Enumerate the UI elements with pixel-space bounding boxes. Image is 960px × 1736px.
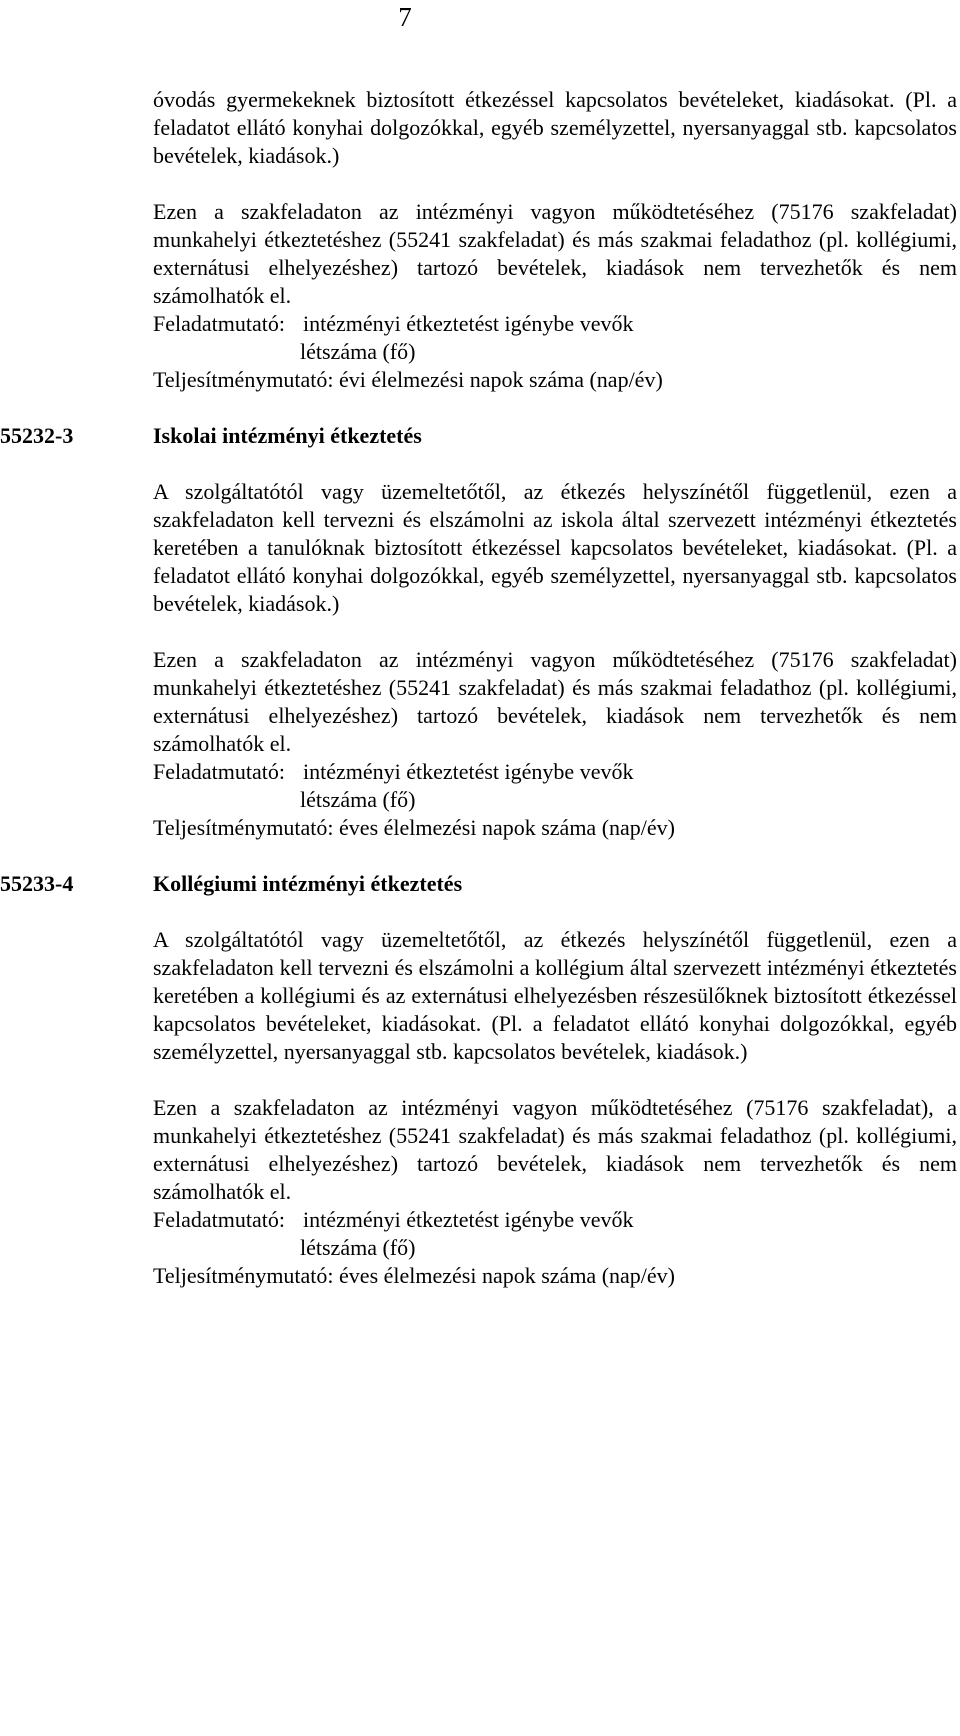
feladatmutato-value: intézményi étkeztetést igénybe vevők	[302, 311, 634, 336]
section-code: 55233-4	[0, 871, 74, 896]
section-teljesitmenymutato: Teljesítménymutató: éves élelmezési napok száma (nap/év)	[153, 815, 675, 840]
section-feladatmutato-continuation: létszáma (fő)	[300, 787, 416, 812]
section-feladatmutato	[153, 1206, 957, 1234]
intro-feladatmutato	[153, 310, 957, 338]
section-description: A szolgáltatótól vagy üzemeltetőtől, az étkezés helyszínétől függetlenül, ezen a szakfeladaton kell tervezni és elszámolni a kollégium által szervezett intézményi étkeztetés keretében a kollégiumi és az externátusi elhelyezésben részesülőknek biztosított étkezéssel kapcsolatos bevételeket, kiadásokat. (Pl. a feladatot ellátó konyhai dolgozókkal, egyéb személyzettel, nyersanyaggal stb. kapcsolatos bevételek, kiadások.)	[153, 927, 957, 1064]
section-feladatmutato-continuation: létszáma (fő)	[300, 1235, 416, 1260]
section-title: Iskolai intézményi étkeztetés	[153, 423, 422, 448]
section-title: Kollégiumi intézményi étkeztetés	[153, 871, 463, 896]
feladatmutato-label: Feladatmutató:	[153, 759, 285, 784]
section-feladatmutato	[153, 758, 957, 786]
intro-note-paragraph: Ezen a szakfeladaton az intézményi vagyon működtetéséhez (75176 szakfeladat) munkahelyi étkeztetéshez (55241 szakfeladat) és más szakmai feladathoz (pl. kollégiumi, externátusi elhelyezéshez) tartozó bevételek, kiadások nem tervezhetők és nem számolhatók el.	[153, 199, 957, 308]
feladatmutato-value: intézményi étkeztetést igénybe vevők	[302, 1207, 634, 1232]
section-code: 55232-3	[0, 423, 74, 448]
section-description: A szolgáltatótól vagy üzemeltetőtől, az étkezés helyszínétől függetlenül, ezen a szakfeladaton kell tervezni és elszámolni az iskola által szervezett intézményi étkeztetés keretében a tanulóknak biztosított étkezéssel kapcsolatos bevételeket, kiadásokat. (Pl. a feladatot ellátó konyhai dolgozókkal, egyéb személyzettel, nyersanyaggal stb. kapcsolatos bevételek, kiadások.)	[153, 479, 957, 616]
section-note-paragraph: Ezen a szakfeladaton az intézményi vagyon működtetéséhez (75176 szakfeladat) munkahelyi étkeztetéshez (55241 szakfeladat) és más szakmai feladathoz (pl. kollégiumi, externátusi elhelyezéshez) tartozó bevételek, kiadások nem tervezhetők és nem számolhatók el.	[153, 647, 957, 756]
intro-teljesitmenymutato: Teljesítménymutató: évi élelmezési napok száma (nap/év)	[153, 367, 663, 392]
section-note-paragraph: Ezen a szakfeladaton az intézményi vagyon működtetéséhez (75176 szakfeladat), a munkahelyi étkeztetéshez (55241 szakfeladat) és más szakmai feladathoz (pl. kollégiumi, externátusi elhelyezéshez) tartozó bevételek, kiadások nem tervezhetők és nem számolhatók el.	[153, 1095, 957, 1204]
document-body	[0, 86, 960, 1290]
feladatmutato-label: Feladatmutató:	[153, 311, 285, 336]
section-teljesitmenymutato: Teljesítménymutató: éves élelmezési napok száma (nap/év)	[153, 1263, 675, 1288]
intro-feladatmutato-continuation: létszáma (fő)	[300, 339, 416, 364]
page-number: 7	[398, 2, 412, 32]
section-heading-iskolai	[0, 422, 960, 450]
feladatmutato-value: intézményi étkeztetést igénybe vevők	[302, 759, 634, 784]
feladatmutato-label: Feladatmutató:	[153, 1207, 285, 1232]
section-heading-kollegiumi	[0, 870, 960, 898]
intro-paragraph: óvodás gyermekeknek biztosított étkezéssel kapcsolatos bevételeket, kiadásokat. (Pl. a feladatot ellátó konyhai dolgozókkal, egyéb személyzettel, nyersanyaggal stb. kapcsolatos bevételek, kiadások.)	[153, 87, 957, 168]
